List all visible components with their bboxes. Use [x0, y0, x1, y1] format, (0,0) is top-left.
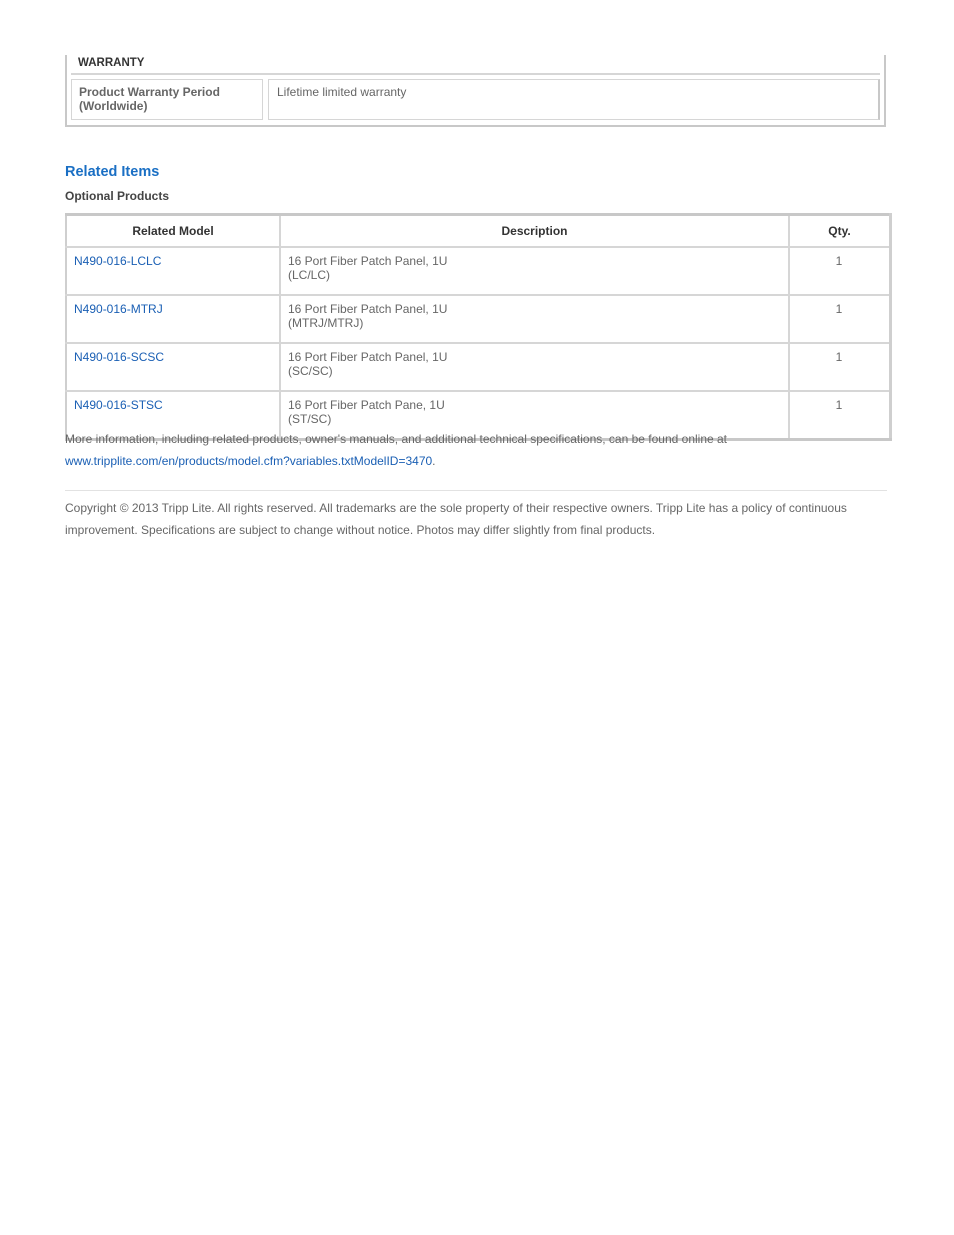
warranty-heading: WARRANTY — [78, 57, 145, 69]
column-header-qty: Qty. — [789, 215, 891, 248]
warranty-period-value: Lifetime limited warranty — [268, 79, 880, 120]
model-link[interactable]: N490-016-SCSC — [74, 350, 165, 364]
column-header-description: Description — [280, 215, 789, 248]
footer-divider — [65, 490, 887, 491]
table-header-row — [66, 215, 891, 248]
warranty-period-label: Product Warranty Period (Worldwide) — [71, 79, 263, 120]
qty-cell: 1 — [789, 247, 891, 295]
qty-cell: 1 — [789, 343, 891, 391]
model-link[interactable]: N490-016-STSC — [74, 398, 163, 412]
description-line: 16 Port Fiber Patch Panel, 1U — [288, 302, 448, 316]
url-period: . — [432, 454, 436, 468]
qty-cell: 1 — [789, 295, 891, 343]
description-connector: (MTRJ/MTRJ) — [288, 316, 364, 330]
table-row — [66, 343, 891, 391]
description-cell — [280, 247, 789, 295]
description-connector: (LC/LC) — [288, 268, 331, 282]
description-line: 16 Port Fiber Patch Pane, 1U — [288, 398, 445, 412]
copyright-notice: Copyright © 2013 Tripp Lite. All rights reserved. All trademarks are the sole property of their respective owners. Tripp Lite has a policy of continuous improvement. Specifications are subject to change without notice. Photos may differ slightly from final products. — [65, 501, 847, 537]
qty-cell: 1 — [789, 391, 891, 440]
warranty-section — [65, 55, 886, 127]
table-row — [66, 295, 891, 343]
model-link[interactable]: N490-016-MTRJ — [74, 302, 163, 316]
description-line: 16 Port Fiber Patch Panel, 1U — [288, 350, 448, 364]
model-link[interactable]: N490-016-LCLC — [74, 254, 162, 268]
column-header-related-model: Related Model — [66, 215, 280, 248]
description-connector: (ST/SC) — [288, 412, 332, 426]
more-info-text: More information, including related products, owner's manuals, and additional technical specifications, can be found online at — [65, 432, 728, 446]
description-connector: (SC/SC) — [288, 364, 333, 378]
optional-products-heading: Optional Products — [65, 189, 170, 203]
model-cell — [66, 343, 280, 391]
description-cell — [280, 295, 789, 343]
model-cell — [66, 295, 280, 343]
related-products-table — [65, 213, 892, 441]
related-items-heading: Related Items — [65, 164, 160, 180]
description-cell — [280, 343, 789, 391]
warranty-divider — [71, 73, 880, 75]
product-url-link[interactable]: www.tripplite.com/en/products/model.cfm?variables.txtModelID=3470 — [65, 454, 433, 468]
table-row — [66, 247, 891, 295]
model-cell — [66, 247, 280, 295]
description-line: 16 Port Fiber Patch Panel, 1U — [288, 254, 448, 268]
more-info-paragraph — [65, 428, 895, 472]
